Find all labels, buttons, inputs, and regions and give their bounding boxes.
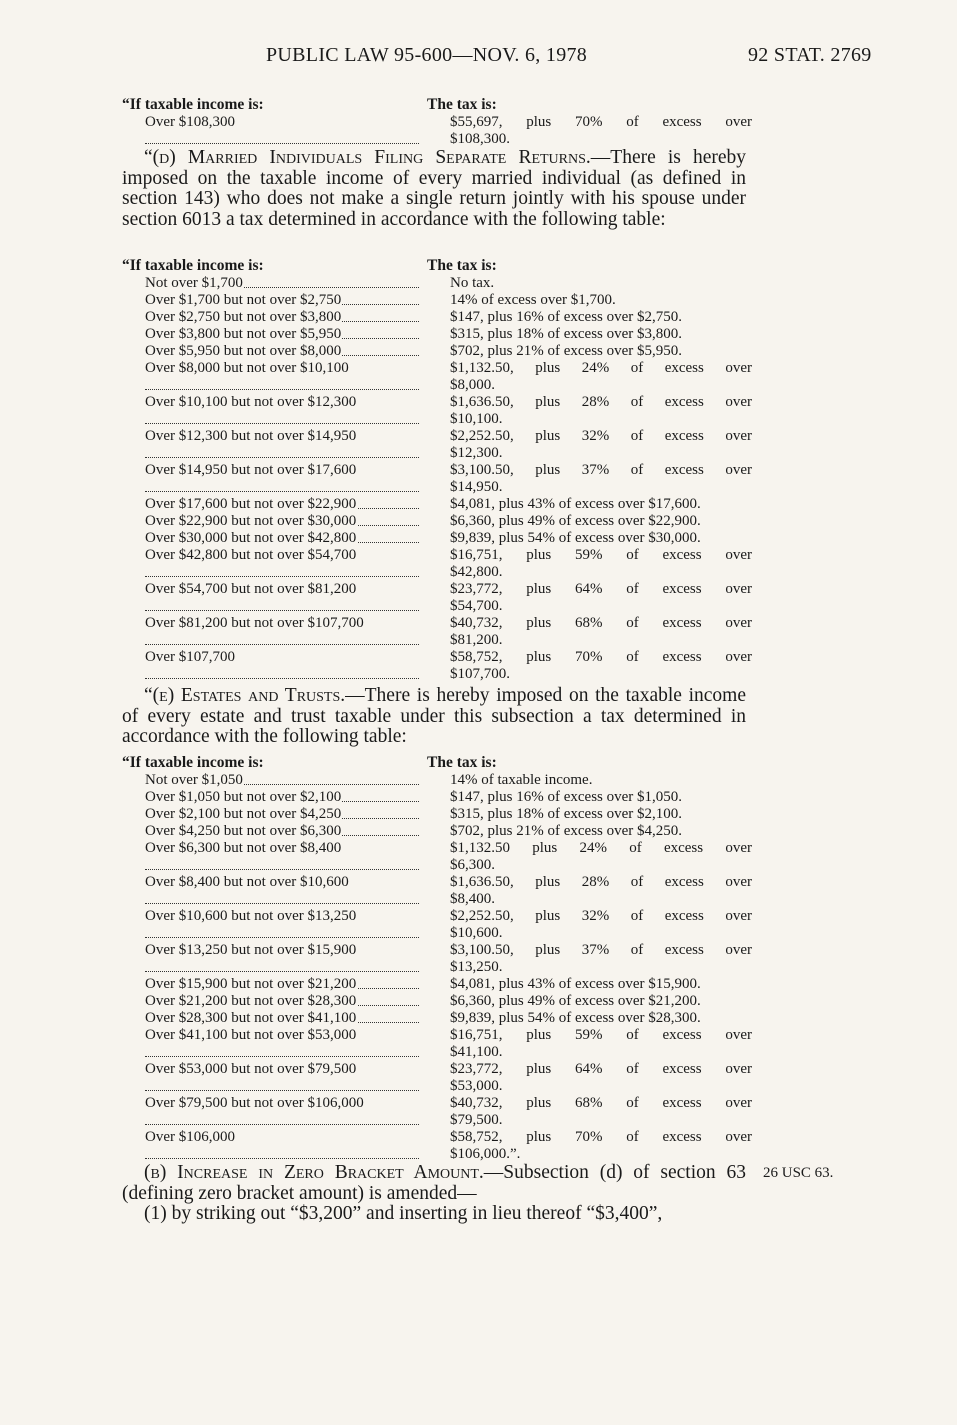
tax-amount <box>427 462 752 496</box>
tax-amount-text: $1,132.50 plus 24% of excess over <box>450 840 752 856</box>
table-row <box>122 1010 752 1027</box>
income-bracket <box>122 1129 427 1163</box>
income-bracket-text: Over $1,700 but not over $2,750 <box>145 292 342 308</box>
tax-amount-continuation: $108,300. <box>450 131 510 147</box>
table-row <box>122 394 752 428</box>
tax-amount-text: $55,697, plus 70% of excess over <box>450 114 752 130</box>
tax-amount <box>427 772 752 789</box>
income-bracket <box>122 1027 427 1061</box>
income-bracket-text: Over $10,600 but not over $13,250 <box>145 908 357 924</box>
tax-amount <box>427 649 752 683</box>
table-e <box>122 754 752 1163</box>
table-row <box>122 649 752 683</box>
tax-amount-text: $1,636.50, plus 28% of excess over <box>450 394 752 410</box>
income-bracket <box>122 789 427 806</box>
tax-amount <box>427 428 752 462</box>
table-row <box>122 292 752 309</box>
tax-amount-text: $3,100.50, plus 37% of excess over <box>450 462 752 478</box>
income-bracket-text: Over $2,100 but not over $4,250 <box>145 806 342 822</box>
tax-amount-continuation: $53,000. <box>450 1078 503 1094</box>
tax-amount <box>427 823 752 840</box>
income-bracket <box>122 360 427 394</box>
section-b-label: (b) Increase in Zero Bracket Amount. <box>144 1162 484 1183</box>
income-bracket <box>122 513 427 530</box>
table-d <box>122 257 752 683</box>
income-bracket <box>122 394 427 428</box>
tax-amount-text: $147, plus 16% of excess over $2,750. <box>450 309 683 325</box>
margin-citation: 26 USC 63. <box>763 1165 834 1181</box>
income-bracket-text: Over $2,750 but not over $3,800 <box>145 309 342 325</box>
income-bracket <box>122 840 427 874</box>
tax-amount-text: $16,751, plus 59% of excess over <box>450 547 752 563</box>
table-row <box>122 772 752 789</box>
tax-amount <box>427 1027 752 1061</box>
table-row <box>122 1129 752 1163</box>
table-body <box>122 772 752 1163</box>
income-bracket <box>122 649 427 683</box>
income-bracket <box>122 993 427 1010</box>
table-row <box>122 513 752 530</box>
section-e-paragraph <box>122 686 746 748</box>
table-row <box>122 840 752 874</box>
col-head-tax: The tax is: <box>427 96 497 113</box>
table-header <box>122 257 752 275</box>
tax-amount <box>427 275 752 292</box>
income-bracket <box>122 976 427 993</box>
tax-amount-continuation: $8,400. <box>450 891 495 907</box>
tax-amount-text: $147, plus 16% of excess over $1,050. <box>450 789 683 805</box>
tax-amount-continuation: $13,250. <box>450 959 503 975</box>
income-bracket-text: Over $10,100 but not over $12,300 <box>145 394 357 410</box>
income-bracket-text: Over $5,950 but not over $8,000 <box>145 343 342 359</box>
tax-amount <box>427 789 752 806</box>
income-bracket-text: Over $6,300 but not over $8,400 <box>145 840 342 856</box>
income-bracket <box>122 547 427 581</box>
tax-amount-text: $23,772, plus 64% of excess over <box>450 581 752 597</box>
income-bracket-text: Over $17,600 but not over $22,900 <box>145 496 357 512</box>
tax-amount <box>427 496 752 513</box>
tax-amount <box>427 114 752 148</box>
tax-amount <box>427 874 752 908</box>
tax-amount-continuation: $41,100. <box>450 1044 503 1060</box>
table-row <box>122 806 752 823</box>
tax-amount-text: $9,839, plus 54% of excess over $30,000. <box>450 530 701 546</box>
tax-amount-text: $315, plus 18% of excess over $3,800. <box>450 326 683 342</box>
table-row <box>122 343 752 360</box>
table-row <box>122 874 752 908</box>
table-row <box>122 496 752 513</box>
tax-amount-text: $3,100.50, plus 37% of excess over <box>450 942 752 958</box>
tax-amount <box>427 615 752 649</box>
tax-amount <box>427 547 752 581</box>
income-bracket-text: Over $54,700 but not over $81,200 <box>145 581 357 597</box>
tax-amount-continuation: $14,950. <box>450 479 503 495</box>
income-bracket <box>122 874 427 908</box>
tax-amount-text: $1,132.50, plus 24% of excess over <box>450 360 752 376</box>
income-bracket-text: Over $13,250 but not over $15,900 <box>145 942 357 958</box>
tax-amount <box>427 309 752 326</box>
income-bracket <box>122 581 427 615</box>
tax-amount-continuation: $10,100. <box>450 411 503 427</box>
table-row <box>122 976 752 993</box>
tax-amount <box>427 976 752 993</box>
tax-amount-text: $6,360, plus 49% of excess over $21,200. <box>450 993 701 1009</box>
tax-amount-continuation: $81,200. <box>450 632 503 648</box>
income-bracket-text: Over $8,000 but not over $10,100 <box>145 360 349 376</box>
tax-amount <box>427 1061 752 1095</box>
col-head-tax: The tax is: <box>427 257 497 274</box>
item-1-paragraph: (1) by striking out “$3,200” and inserting in lieu thereof “$3,400”, <box>144 1203 663 1224</box>
income-bracket-text: Over $106,000 <box>145 1129 235 1145</box>
tax-amount <box>427 394 752 428</box>
income-bracket-text: Over $21,200 but not over $28,300 <box>145 993 357 1009</box>
table-row <box>122 993 752 1010</box>
income-bracket <box>122 908 427 942</box>
table-row <box>122 615 752 649</box>
statute-page: 92 STAT. 2769 <box>748 44 872 66</box>
income-bracket <box>122 615 427 649</box>
table-row <box>122 942 752 976</box>
income-bracket-text: Over $15,900 but not over $21,200 <box>145 976 357 992</box>
table-row <box>122 1061 752 1095</box>
tax-amount-text: $4,081, plus 43% of excess over $15,900. <box>450 976 701 992</box>
tax-amount-continuation: $107,700. <box>450 666 510 682</box>
income-bracket <box>122 428 427 462</box>
col-head-tax: The tax is: <box>427 754 497 771</box>
income-bracket-text: Over $3,800 but not over $5,950 <box>145 326 342 342</box>
income-bracket-text: Not over $1,700 <box>145 275 243 291</box>
table-row <box>122 789 752 806</box>
tax-amount-text: 14% of excess over $1,700. <box>450 292 616 308</box>
tax-amount-text: $702, plus 21% of excess over $5,950. <box>450 343 683 359</box>
income-bracket-text: Over $4,250 but not over $6,300 <box>145 823 342 839</box>
tax-amount <box>427 360 752 394</box>
tax-amount <box>427 942 752 976</box>
tax-amount-text: $40,732, plus 68% of excess over <box>450 615 752 631</box>
income-bracket <box>122 1010 427 1027</box>
income-bracket-text: Over $41,100 but not over $53,000 <box>145 1027 357 1043</box>
table-row <box>122 360 752 394</box>
tax-amount <box>427 1010 752 1027</box>
income-bracket <box>122 1061 427 1095</box>
tax-amount-text: $1,636.50, plus 28% of excess over <box>450 874 752 890</box>
income-bracket <box>122 942 427 976</box>
tax-amount <box>427 326 752 343</box>
table-row <box>122 530 752 547</box>
income-bracket-text: Over $30,000 but not over $42,800 <box>145 530 357 546</box>
income-bracket <box>122 772 427 789</box>
tax-amount-continuation: $10,600. <box>450 925 503 941</box>
tax-amount-text: $58,752, plus 70% of excess over <box>450 1129 752 1145</box>
tax-amount <box>427 806 752 823</box>
col-head-income: “If taxable income is: <box>122 754 264 771</box>
table-row <box>122 1027 752 1061</box>
tax-amount <box>427 840 752 874</box>
income-bracket <box>122 275 427 292</box>
table-row <box>122 326 752 343</box>
section-e-text: —There is hereby imposed on the taxable income of every estate and trust taxable under this subsection a tax determined in accordance with the following table: <box>122 685 746 747</box>
table-row <box>122 581 752 615</box>
tax-amount-text: $2,252.50, plus 32% of excess over <box>450 428 752 444</box>
tax-amount-text: No tax. <box>450 275 495 291</box>
income-bracket <box>122 462 427 496</box>
tax-amount-text: $23,772, plus 64% of excess over <box>450 1061 752 1077</box>
section-b-paragraph <box>122 1163 746 1204</box>
page-header <box>0 44 957 74</box>
tax-amount-continuation: $6,300. <box>450 857 495 873</box>
tax-amount <box>427 513 752 530</box>
income-bracket-text: Over $28,300 but not over $41,100 <box>145 1010 357 1026</box>
tax-amount <box>427 908 752 942</box>
tax-amount-text: $6,360, plus 49% of excess over $22,900. <box>450 513 701 529</box>
income-bracket <box>122 114 427 148</box>
income-bracket-text: Over $79,500 but not over $106,000 <box>145 1095 364 1111</box>
section-d-text: —There is hereby imposed on the taxable income of every married individual (as defined in section 143) who does not make a single return jointly with his spouse under section 6013 a tax determined in accordance with the following table: <box>122 147 746 230</box>
income-bracket <box>122 292 427 309</box>
income-bracket <box>122 823 427 840</box>
col-head-income: “If taxable income is: <box>122 96 264 113</box>
table-row <box>122 1095 752 1129</box>
income-bracket-text: Over $42,800 but not over $54,700 <box>145 547 357 563</box>
income-bracket-text: Over $108,300 <box>145 114 235 130</box>
tax-amount <box>427 343 752 360</box>
income-bracket-text: Over $12,300 but not over $14,950 <box>145 428 357 444</box>
table-row <box>122 462 752 496</box>
income-bracket-text: Over $81,200 but not over $107,700 <box>145 615 364 631</box>
income-bracket <box>122 343 427 360</box>
table-body <box>122 275 752 683</box>
table-row <box>122 428 752 462</box>
tax-amount-text: $702, plus 21% of excess over $4,250. <box>450 823 683 839</box>
tax-amount-text: $315, plus 18% of excess over $2,100. <box>450 806 683 822</box>
income-bracket-text: Over $1,050 but not over $2,100 <box>145 789 342 805</box>
tax-amount <box>427 530 752 547</box>
income-bracket <box>122 309 427 326</box>
section-b-text: —Subsection (d) of section 63 (defining zero bracket amount) is amended— <box>122 1162 746 1204</box>
tax-amount <box>427 1095 752 1129</box>
tax-amount-text: 14% of taxable income. <box>450 772 593 788</box>
income-bracket-text: Over $8,400 but not over $10,600 <box>145 874 349 890</box>
table-row <box>122 823 752 840</box>
tax-amount-continuation: $79,500. <box>450 1112 503 1128</box>
table-header <box>122 754 752 772</box>
table-row <box>122 908 752 942</box>
tax-amount-text: $4,081, plus 43% of excess over $17,600. <box>450 496 701 512</box>
tax-amount <box>427 993 752 1010</box>
income-bracket-text: Over $22,900 but not over $30,000 <box>145 513 357 529</box>
tax-amount-text: $16,751, plus 59% of excess over <box>450 1027 752 1043</box>
tax-amount-continuation: $106,000.”. <box>450 1146 521 1162</box>
section-d-paragraph <box>122 148 746 230</box>
table-row <box>122 547 752 581</box>
table-c-tail <box>122 96 752 148</box>
income-bracket <box>122 806 427 823</box>
law-title: PUBLIC LAW 95-600—NOV. 6, 1978 <box>266 44 588 66</box>
tax-amount-continuation: $54,700. <box>450 598 503 614</box>
tax-amount-text: $58,752, plus 70% of excess over <box>450 649 752 665</box>
income-bracket-text: Not over $1,050 <box>145 772 243 788</box>
income-bracket-text: Over $14,950 but not over $17,600 <box>145 462 357 478</box>
income-bracket-text: Over $107,700 <box>145 649 235 665</box>
table-body <box>122 114 752 148</box>
tax-amount-continuation: $8,000. <box>450 377 495 393</box>
section-d-label: “(d) Married Individuals Filing Separate Returns. <box>144 147 591 168</box>
income-bracket <box>122 326 427 343</box>
income-bracket-text: Over $53,000 but not over $79,500 <box>145 1061 357 1077</box>
table-row <box>122 275 752 292</box>
table-row <box>122 114 752 148</box>
tax-amount-continuation: $12,300. <box>450 445 503 461</box>
table-row <box>122 309 752 326</box>
tax-amount <box>427 581 752 615</box>
income-bracket <box>122 530 427 547</box>
income-bracket <box>122 1095 427 1129</box>
tax-amount-continuation: $42,800. <box>450 564 503 580</box>
tax-amount <box>427 292 752 309</box>
col-head-income: “If taxable income is: <box>122 257 264 274</box>
tax-amount <box>427 1129 752 1163</box>
tax-amount-text: $40,732, plus 68% of excess over <box>450 1095 752 1111</box>
table-header <box>122 96 752 114</box>
tax-amount-text: $2,252.50, plus 32% of excess over <box>450 908 752 924</box>
section-e-label: “(e) Estates and Trusts. <box>144 685 346 706</box>
tax-amount-text: $9,839, plus 54% of excess over $28,300. <box>450 1010 701 1026</box>
income-bracket <box>122 496 427 513</box>
